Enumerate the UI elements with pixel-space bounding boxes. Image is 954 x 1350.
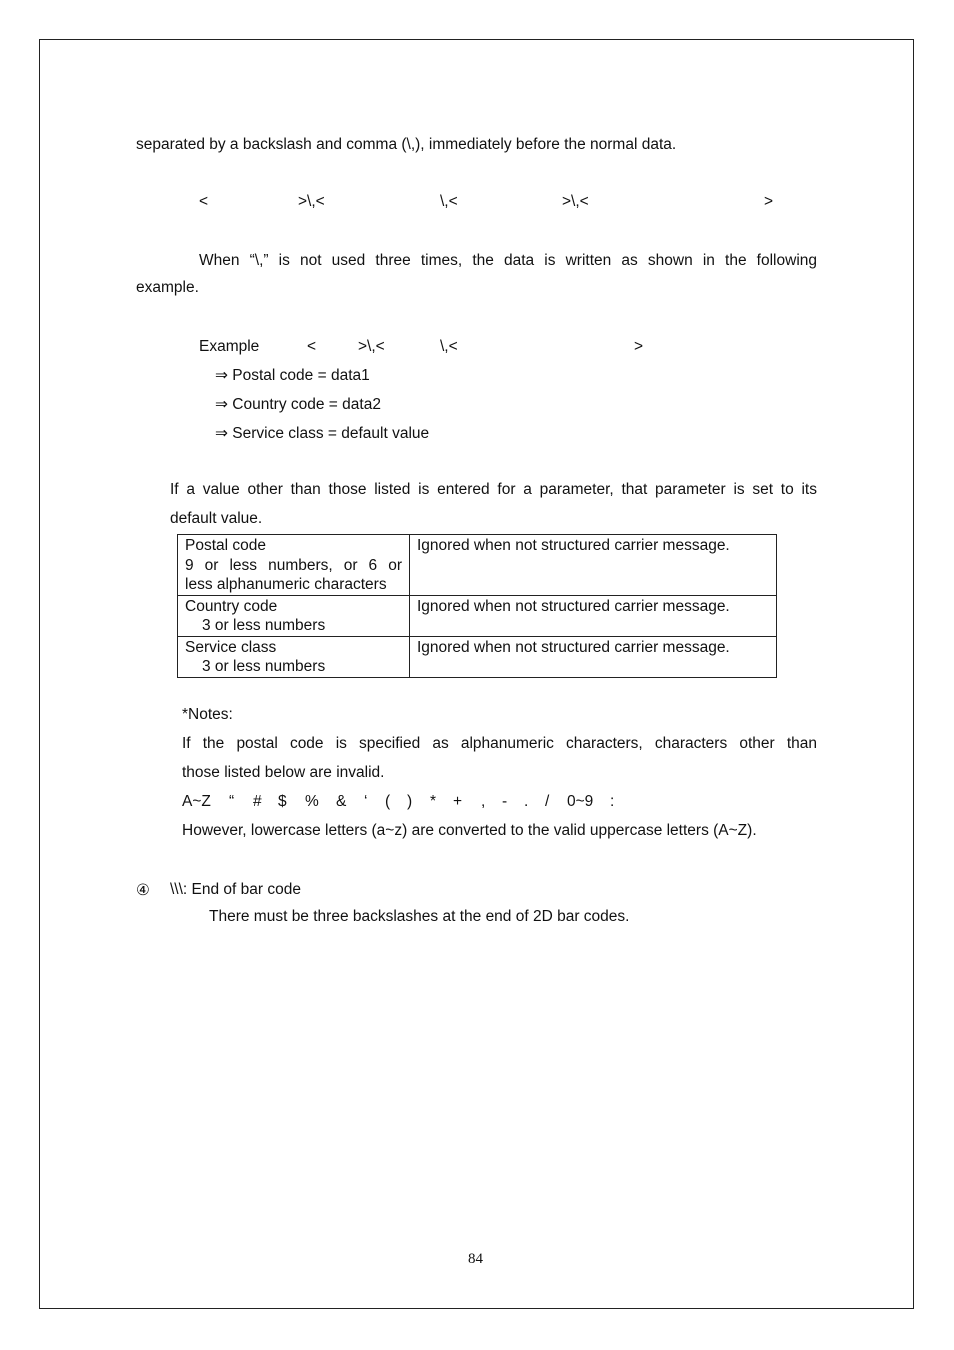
parameter-cell xyxy=(178,636,410,677)
parameter-desc: 3 or less numbers xyxy=(202,617,326,634)
example-label: Example xyxy=(199,338,260,355)
parameter-name: Postal code xyxy=(185,537,266,554)
page-number: 84 xyxy=(468,1251,483,1267)
valid-char: ‘ xyxy=(364,793,368,810)
parameter-desc: 9 or less numbers, or 6 or xyxy=(185,556,402,574)
valid-char: % xyxy=(305,793,319,810)
parameter-desc: less alphanumeric characters xyxy=(185,576,387,593)
syntax-token: >\,< xyxy=(562,193,589,210)
item4-title: \\\: End of bar code xyxy=(170,881,301,898)
example-result: ⇒ Country code = data2 xyxy=(215,396,381,413)
valid-char: : xyxy=(610,793,615,810)
syntax-token: \,< xyxy=(440,193,458,210)
valid-char: # xyxy=(253,793,262,810)
valid-char: $ xyxy=(278,793,287,810)
valid-char: “ xyxy=(229,793,235,810)
invalid-paragraph-line2: default value. xyxy=(170,510,263,527)
valid-char: , xyxy=(481,793,486,810)
example-token: >\,< xyxy=(358,338,385,355)
table-row xyxy=(178,636,777,677)
notes-line2: those listed below are invalid. xyxy=(182,764,385,781)
when-paragraph-line2: example. xyxy=(136,279,199,296)
example-token: \,< xyxy=(440,338,458,355)
table-row xyxy=(178,595,777,636)
valid-char: / xyxy=(545,793,550,810)
intro-line: separated by a backslash and comma (\,), immediately before the normal data. xyxy=(136,136,677,153)
notes-line1: If the postal code is specified as alphanumeric characters, characters other than xyxy=(182,735,817,752)
valid-char: ( xyxy=(385,793,391,810)
notes-heading: *Notes: xyxy=(182,706,233,723)
parameter-name: Country code xyxy=(185,597,278,615)
valid-char: & xyxy=(336,793,347,810)
parameter-table xyxy=(177,534,777,678)
lowercase-note: However, lowercase letters (a~z) are converted to the valid uppercase letters (A~Z). xyxy=(182,822,757,839)
valid-char: * xyxy=(430,793,437,810)
syntax-token: >\,< xyxy=(298,193,325,210)
example-token: < xyxy=(307,338,317,355)
valid-char: 0~9 xyxy=(567,793,594,810)
syntax-token: < xyxy=(199,193,209,210)
parameter-desc: 3 or less numbers xyxy=(202,658,326,675)
note-cell: Ignored when not structured carrier message. xyxy=(410,595,777,636)
parameter-cell xyxy=(178,595,410,636)
note-cell: Ignored when not structured carrier message. xyxy=(410,535,777,596)
valid-char: . xyxy=(524,793,529,810)
when-paragraph-line1: When “\,” is not used three times, the data is written as shown in the following xyxy=(199,252,817,269)
table-row xyxy=(178,535,777,596)
valid-char: A~Z xyxy=(182,793,211,810)
invalid-paragraph-line1: If a value other than those listed is entered for a parameter, that parameter is set to its xyxy=(170,481,817,498)
valid-char: ) xyxy=(407,793,413,810)
parameter-name: Service class xyxy=(185,638,277,656)
item4-body: There must be three backslashes at the end of 2D bar codes. xyxy=(209,908,630,925)
example-token: > xyxy=(634,338,644,355)
example-result: ⇒ Service class = default value xyxy=(215,425,430,442)
parameter-cell xyxy=(178,535,410,596)
item4-marker: ④ xyxy=(136,882,150,899)
valid-char: + xyxy=(453,793,463,810)
syntax-token: > xyxy=(764,193,774,210)
note-cell: Ignored when not structured carrier message. xyxy=(410,636,777,677)
valid-char: - xyxy=(502,793,508,810)
example-result: ⇒ Postal code = data1 xyxy=(215,367,370,384)
